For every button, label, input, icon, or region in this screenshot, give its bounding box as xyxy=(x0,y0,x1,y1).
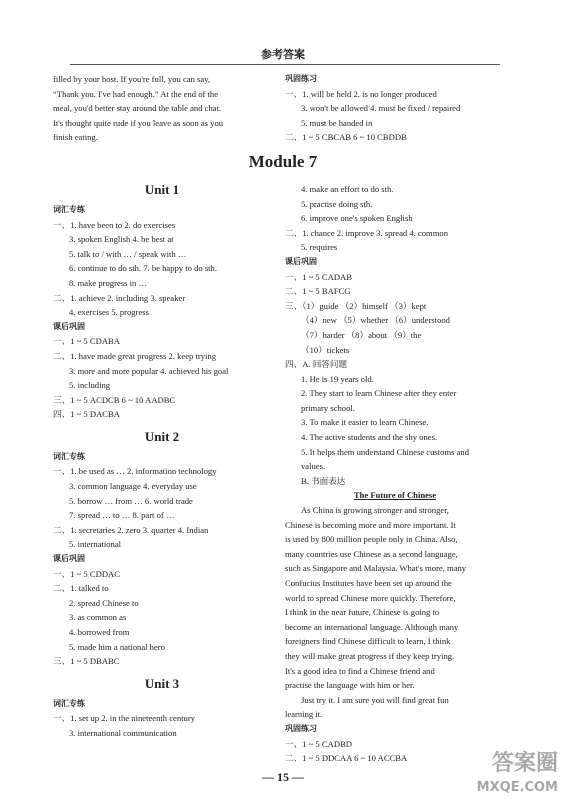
answer-line: 二、1 ~ 5 DDCAA 6 ~ 10 ACCBA xyxy=(285,753,408,764)
left-column xyxy=(53,72,271,741)
answer-line: 3. won't be allowed 4. must be fixed / repaired xyxy=(301,103,461,114)
practice-heading-2: 巩固练习 xyxy=(285,723,317,733)
answer-line: 一、1 ~ 5 CADBD xyxy=(285,738,352,749)
unit1-title: Unit 1 xyxy=(144,181,180,197)
watermark-logo xyxy=(477,752,558,800)
text-line: finish eating. xyxy=(53,132,98,143)
answer-line: 三、1 ~ 5 DBABC xyxy=(53,656,120,667)
text-line: filled by your host. If you're full, you can say, xyxy=(53,74,211,84)
answer-line: 四、A. 回答问题 xyxy=(285,359,348,370)
answer-line: 4. exercises 5. progress xyxy=(69,307,149,318)
intro-paragraph xyxy=(53,72,271,145)
watermark-url: MXQE.COM xyxy=(476,780,558,795)
watermark-text: 答案圈 xyxy=(491,751,558,776)
answer-line: 5. international xyxy=(69,539,122,550)
answer-line: 3. common language 4. everyday use xyxy=(69,481,197,492)
essay-line: Confucius Institutes have been set up around the xyxy=(285,578,452,588)
answer-line: 一、1. set up 2. in the nineteenth century xyxy=(53,713,196,724)
answer-line: 4. The active students and the shy ones. xyxy=(301,432,438,443)
essay-line: learning it. xyxy=(285,709,323,720)
unit3-title: Unit 3 xyxy=(144,675,180,691)
essay-line: foreigners find Chinese difficult to learn, I think xyxy=(285,636,451,647)
answer-line: 5. requires xyxy=(301,242,338,253)
answer-line: 二、1. have made great progress 2. keep trying xyxy=(53,350,216,361)
page-header: 参考答案 xyxy=(261,48,305,61)
answer-line: 一、1. be used as … 2. information technology xyxy=(53,466,217,477)
essay-line: Chinese is becoming more and more important. It xyxy=(285,519,456,530)
answer-line: 2. They start to learn Chinese after they enter xyxy=(301,388,457,399)
answer-line: 3. more and more popular 4. achieved his goal xyxy=(69,365,229,376)
answer-line: 二、1 ~ 5 BAFCG xyxy=(285,286,351,297)
answer-line: 2. spread Chinese to xyxy=(69,597,139,608)
unit1-vocab-heading: 词汇专练 xyxy=(53,204,85,214)
unit2-title: Unit 2 xyxy=(144,428,180,444)
text-line: It's thought quite rude if you leave as soon as you xyxy=(53,117,224,128)
answer-line: 5. must be handed in xyxy=(301,117,373,128)
answer-line: 二、1. talked to xyxy=(53,583,109,594)
answer-line: （7）harder （8）about （9）the xyxy=(301,329,422,340)
answer-line: 二、1. chance 2. improve 3. spread 4. common xyxy=(285,227,449,238)
answer-line: （4）new （5）whether （6）understood xyxy=(301,315,450,326)
unit2-review-heading: 课后巩固 xyxy=(53,554,85,564)
essay-line: world to spread Chinese more quickly. Therefore, xyxy=(285,592,456,603)
answer-line: 一、1 ~ 5 CADAB xyxy=(285,271,352,282)
answer-line: 4. make an effort to do sth. xyxy=(301,183,394,194)
answer-line: 5. practise doing sth. xyxy=(301,198,373,209)
answer-line: 三、（1）guide （2）himself （3）kept xyxy=(285,300,427,311)
answer-line: 二、1. achieve 2. including 3. speaker xyxy=(53,292,186,303)
review-heading: 课后巩固 xyxy=(285,256,317,266)
answer-line: 4. borrowed from xyxy=(69,627,130,637)
unit3-vocab-heading: 词汇专练 xyxy=(53,698,85,708)
unit2-vocab-heading: 词汇专练 xyxy=(53,451,85,461)
essay-line: practise the language with him or her. xyxy=(285,680,415,691)
practice-heading: 巩固练习 xyxy=(285,74,317,83)
essay-body xyxy=(285,503,505,722)
essay-line: become an international language. Although many xyxy=(285,621,459,632)
essay-line: I think in the near future, Chinese is going to xyxy=(285,607,440,618)
answer-line: 1. He is 19 years old. xyxy=(301,373,374,384)
answer-line: 二、1 ~ 5 CBCAB 6 ~ 10 CBDDB xyxy=(285,132,407,143)
answer-line: 3. international communication xyxy=(69,727,177,738)
answer-line: 5. borrow … from … 6. world trade xyxy=(69,495,193,506)
answer-line: 7. spread … to … 8. part of … xyxy=(69,510,175,521)
answer-line: values. xyxy=(301,461,326,472)
text-line: meal, you'd better stay around the table and chat. xyxy=(53,103,222,114)
text-line: “Thank you. I've had enough.” At the end of the xyxy=(53,88,219,99)
module-spacer xyxy=(285,145,505,182)
essay-title: The Future of Chinese xyxy=(353,490,437,501)
essay-line: As China is growing stronger and stronger, xyxy=(301,505,449,516)
page-number: — 15 — xyxy=(262,770,304,784)
essay-line: many countries use Chinese as a second language, xyxy=(285,548,458,559)
unit1-review-heading: 课后巩固 xyxy=(53,321,85,331)
essay-line: is used by 800 million people only in China. Also, xyxy=(285,534,458,545)
answer-line: 一、1. have been to 2. do exercises xyxy=(53,219,176,230)
essay-line: they will make great progress if they keep trying. xyxy=(285,650,455,661)
answer-line: primary school. xyxy=(301,402,355,413)
answer-line: 6. improve one's spoken English xyxy=(301,213,413,224)
essay-line: It's a good idea to find a Chinese friend and xyxy=(285,665,435,676)
answer-line: 3. To make it easier to learn Chinese. xyxy=(301,417,429,428)
essay-line: Just try it. I am sure you will find great fun xyxy=(301,694,449,705)
essay-line: such as Singapore and Malaysia. What's more, many xyxy=(285,563,467,574)
answer-line: 三、1 ~ 5 ACDCB 6 ~ 10 AADBC xyxy=(53,394,176,405)
module-title: Module 7 xyxy=(248,152,318,171)
answer-line: 一、1 ~ 5 CDABA xyxy=(53,336,120,347)
answer-line: 一、1. will be held 2. is no longer produced xyxy=(285,88,437,99)
answer-line: 5. including xyxy=(69,380,111,391)
answer-line: （10）tickets xyxy=(301,344,350,355)
answer-line: 四、1 ~ 5 DACBA xyxy=(53,409,120,420)
answer-line: 6. continue to do sth. 7. be happy to do sth. xyxy=(69,263,217,274)
answer-line: 3. spoken English 4. be best at xyxy=(69,234,174,245)
right-column xyxy=(285,72,505,766)
answer-line: 5. It helps them understand Chinese customs and xyxy=(301,446,470,457)
header-rule xyxy=(70,64,500,65)
answer-line: 5. talk to / with … / speak with … xyxy=(69,248,187,259)
answer-line: 8. make progress in … xyxy=(69,277,148,288)
answer-line: B. 书面表达 xyxy=(301,475,346,486)
answer-line: 一、1 ~ 5 CDDAC xyxy=(53,568,120,579)
answer-line: 3. as common as xyxy=(69,612,127,623)
answer-line: 5. made him a national hero xyxy=(69,641,165,652)
answer-line: 二、1. secretaries 2. zero 3. quarter 4. Indian xyxy=(53,524,209,535)
